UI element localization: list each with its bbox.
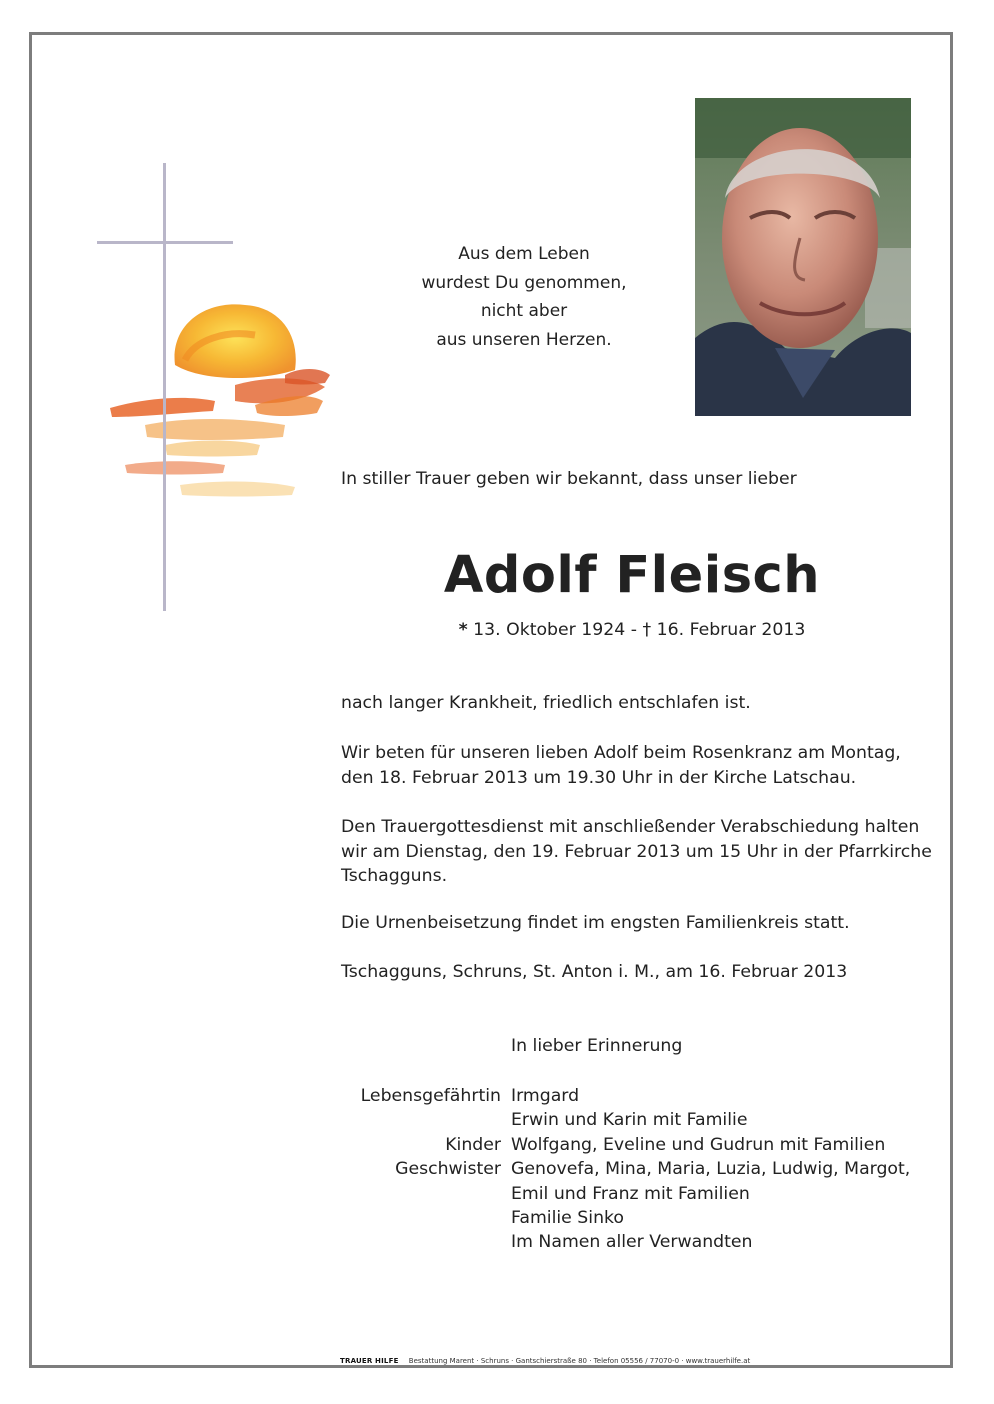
poem-line: wurdest Du genommen, — [421, 272, 627, 293]
place-date: Tschagguns, Schruns, St. Anton i. M., am 16. Februar 2013 — [341, 962, 848, 982]
mourner-label: Lebensgefährtin — [360, 1086, 501, 1106]
service-line: Den Trauergottesdienst mit anschließender Verabschiedung halten — [341, 817, 920, 837]
cross-icon — [97, 163, 233, 611]
mourner-label — [341, 1206, 501, 1230]
mourner-name: Im Namen aller Verwandten — [511, 1232, 753, 1253]
cross-sunset-artwork — [85, 155, 385, 615]
rosary-line: Wir beten für unseren lieben Adolf beim Rosenkranz am Montag, — [341, 743, 901, 763]
sunset-watercolor-image — [110, 304, 330, 496]
poem-line: Aus dem Leben — [458, 244, 590, 264]
mourner-labels — [341, 1084, 501, 1255]
service-line: wir am Dienstag, den 19. Februar 2013 um 15 Uhr in der Pfarrkirche — [341, 841, 932, 862]
life-dates — [380, 620, 884, 640]
mourner-name: Irmgard — [511, 1086, 580, 1106]
memory-heading: In lieber Erinnerung — [511, 1036, 683, 1056]
service-paragraph — [341, 815, 932, 889]
mourner-label: Kinder — [445, 1134, 501, 1155]
mourner-name: Genovefa, Mina, Maria, Luzia, Ludwig, Margot, — [511, 1159, 911, 1180]
poem — [400, 240, 648, 354]
announcement-intro: In stiller Trauer geben wir bekannt, dass unser lieber — [341, 469, 797, 489]
mourner-name: Emil und Franz mit Familien — [511, 1183, 750, 1204]
poem-line: aus unseren Herzen. — [436, 329, 612, 350]
portrait-photo — [695, 98, 911, 416]
footer-details: Bestattung Marent · Schruns · Gantschierstraße 80 · Telefon 05556 / 77070-0 · www.trauerhilfe.at — [408, 1357, 751, 1365]
rosary-line: den 18. Februar 2013 um 19.30 Uhr in der Kirche Latschau. — [341, 767, 857, 788]
mourner-name: Erwin und Karin mit Familie — [511, 1110, 748, 1131]
footer — [340, 1357, 750, 1365]
life-dates-text: 13. Oktober 1924 - † 16. Februar 2013 — [473, 620, 806, 640]
urn-text: Die Urnenbeisetzung findet im engsten Familienkreis statt. — [341, 913, 850, 933]
deceased-name: Adolf Fleisch — [443, 546, 821, 605]
mourner-names — [511, 1084, 910, 1255]
birth-symbol: * — [458, 620, 468, 640]
mourner-name: Familie Sinko — [511, 1207, 624, 1228]
mourner-label — [341, 1182, 501, 1206]
mourner-name: Wolfgang, Eveline und Gudrun mit Familien — [511, 1134, 886, 1155]
mourner-label — [341, 1108, 501, 1132]
rosary-paragraph — [341, 741, 901, 790]
mourner-label: Geschwister — [395, 1159, 501, 1180]
passing-text: nach langer Krankheit, friedlich entschlafen ist. — [341, 693, 751, 713]
mourner-label — [341, 1230, 501, 1254]
footer-brand: TRAUER HILFE — [340, 1357, 399, 1365]
service-line: Tschagguns. — [341, 866, 448, 886]
poem-line: nicht aber — [480, 301, 568, 321]
